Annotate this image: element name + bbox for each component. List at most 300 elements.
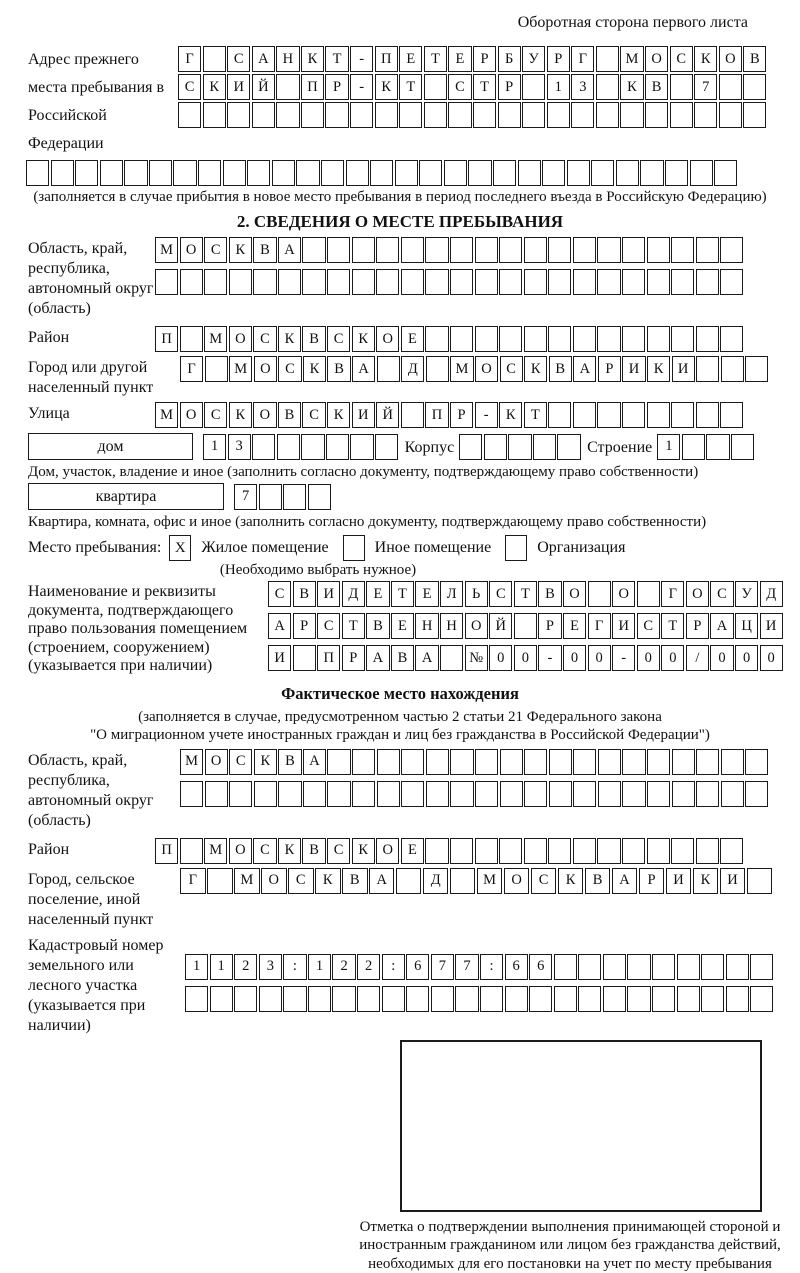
char-cell[interactable] bbox=[448, 102, 471, 128]
char-cell[interactable]: У bbox=[735, 581, 758, 607]
char-cell[interactable] bbox=[622, 749, 645, 775]
char-cell[interactable] bbox=[227, 102, 250, 128]
char-cell[interactable] bbox=[549, 749, 572, 775]
char-cell[interactable] bbox=[706, 434, 729, 460]
char-cell[interactable] bbox=[401, 269, 424, 295]
char-cell[interactable] bbox=[450, 781, 473, 807]
char-cell[interactable]: С bbox=[288, 868, 314, 894]
char-cell[interactable]: А bbox=[573, 356, 596, 382]
char-cell[interactable] bbox=[696, 237, 719, 263]
char-cell[interactable]: О bbox=[645, 46, 668, 72]
char-cell[interactable] bbox=[745, 749, 768, 775]
char-cell[interactable]: К bbox=[315, 868, 341, 894]
char-cell[interactable] bbox=[647, 749, 670, 775]
char-cell[interactable] bbox=[524, 781, 547, 807]
char-cell[interactable]: О bbox=[253, 402, 276, 428]
char-cell[interactable]: : bbox=[382, 954, 405, 980]
char-cell[interactable]: Р bbox=[538, 613, 561, 639]
char-cell[interactable] bbox=[573, 781, 596, 807]
char-cell[interactable]: А bbox=[278, 237, 301, 263]
char-cell[interactable]: С bbox=[178, 74, 201, 100]
char-cell[interactable] bbox=[548, 269, 571, 295]
char-cell[interactable] bbox=[180, 781, 203, 807]
char-cell[interactable] bbox=[672, 781, 695, 807]
char-cell[interactable]: А bbox=[710, 613, 733, 639]
char-cell[interactable]: К bbox=[229, 402, 252, 428]
char-cell[interactable] bbox=[696, 356, 719, 382]
char-cell[interactable]: К bbox=[278, 838, 301, 864]
char-cell[interactable]: С bbox=[327, 326, 350, 352]
char-cell[interactable] bbox=[185, 986, 208, 1012]
char-cell[interactable]: : bbox=[480, 954, 503, 980]
char-cell[interactable]: О bbox=[376, 838, 399, 864]
char-cell[interactable]: П bbox=[375, 46, 398, 72]
char-cell[interactable] bbox=[726, 954, 749, 980]
char-cell[interactable] bbox=[426, 356, 449, 382]
char-cell[interactable] bbox=[419, 160, 442, 186]
char-cell[interactable] bbox=[720, 402, 743, 428]
stay-type-checkbox-organization[interactable] bbox=[505, 535, 527, 561]
char-cell[interactable]: Р bbox=[325, 74, 348, 100]
char-cell[interactable] bbox=[377, 749, 400, 775]
char-cell[interactable] bbox=[499, 269, 522, 295]
char-cell[interactable]: К bbox=[327, 402, 350, 428]
char-cell[interactable] bbox=[401, 749, 424, 775]
char-cell[interactable] bbox=[252, 102, 275, 128]
char-cell[interactable]: К bbox=[254, 749, 277, 775]
char-cell[interactable] bbox=[672, 749, 695, 775]
char-cell[interactable] bbox=[178, 102, 201, 128]
char-cell[interactable]: - bbox=[350, 46, 373, 72]
char-cell[interactable] bbox=[327, 749, 350, 775]
char-cell[interactable] bbox=[720, 838, 743, 864]
char-cell[interactable]: 0 bbox=[735, 645, 758, 671]
char-cell[interactable] bbox=[548, 237, 571, 263]
char-cell[interactable]: Р bbox=[639, 868, 665, 894]
char-cell[interactable] bbox=[743, 102, 766, 128]
char-cell[interactable] bbox=[640, 160, 663, 186]
char-cell[interactable] bbox=[475, 269, 498, 295]
char-cell[interactable] bbox=[308, 986, 331, 1012]
char-cell[interactable] bbox=[276, 102, 299, 128]
char-cell[interactable]: Е bbox=[563, 613, 586, 639]
char-cell[interactable] bbox=[721, 356, 744, 382]
char-cell[interactable]: : bbox=[283, 954, 306, 980]
char-cell[interactable] bbox=[719, 102, 742, 128]
char-cell[interactable]: - bbox=[538, 645, 561, 671]
char-cell[interactable] bbox=[149, 160, 172, 186]
char-cell[interactable]: М bbox=[477, 868, 503, 894]
char-cell[interactable] bbox=[377, 356, 400, 382]
char-cell[interactable] bbox=[396, 868, 422, 894]
char-cell[interactable]: Г bbox=[571, 46, 594, 72]
char-cell[interactable] bbox=[223, 160, 246, 186]
char-cell[interactable] bbox=[278, 269, 301, 295]
char-cell[interactable]: 7 bbox=[431, 954, 454, 980]
char-cell[interactable] bbox=[652, 986, 675, 1012]
char-cell[interactable]: Т bbox=[424, 46, 447, 72]
char-cell[interactable] bbox=[480, 986, 503, 1012]
char-cell[interactable]: О bbox=[465, 613, 488, 639]
char-cell[interactable] bbox=[671, 402, 694, 428]
char-cell[interactable] bbox=[252, 434, 275, 460]
char-cell[interactable] bbox=[350, 102, 373, 128]
char-cell[interactable]: 6 bbox=[529, 954, 552, 980]
char-cell[interactable]: С bbox=[204, 402, 227, 428]
stay-type-checkbox-other[interactable] bbox=[343, 535, 365, 561]
char-cell[interactable] bbox=[426, 781, 449, 807]
char-cell[interactable] bbox=[450, 749, 473, 775]
char-cell[interactable]: А bbox=[369, 868, 395, 894]
char-cell[interactable]: 0 bbox=[637, 645, 660, 671]
char-cell[interactable]: С bbox=[229, 749, 252, 775]
char-cell[interactable]: В bbox=[327, 356, 350, 382]
char-cell[interactable] bbox=[745, 781, 768, 807]
char-cell[interactable]: А bbox=[268, 613, 291, 639]
char-cell[interactable]: С bbox=[204, 237, 227, 263]
char-cell[interactable]: О bbox=[229, 326, 252, 352]
char-cell[interactable] bbox=[645, 102, 668, 128]
char-cell[interactable]: В bbox=[293, 581, 316, 607]
char-cell[interactable] bbox=[377, 781, 400, 807]
char-cell[interactable] bbox=[670, 102, 693, 128]
char-cell[interactable] bbox=[278, 781, 301, 807]
char-cell[interactable] bbox=[627, 986, 650, 1012]
char-cell[interactable]: К bbox=[352, 326, 375, 352]
char-cell[interactable] bbox=[357, 986, 380, 1012]
char-cell[interactable]: М bbox=[204, 838, 227, 864]
char-cell[interactable] bbox=[203, 46, 226, 72]
char-cell[interactable] bbox=[346, 160, 369, 186]
char-cell[interactable]: 7 bbox=[455, 954, 478, 980]
char-cell[interactable]: С bbox=[227, 46, 250, 72]
char-cell[interactable]: Е bbox=[401, 326, 424, 352]
char-cell[interactable]: 1 bbox=[210, 954, 233, 980]
char-cell[interactable]: В bbox=[538, 581, 561, 607]
char-cell[interactable] bbox=[332, 986, 355, 1012]
char-cell[interactable] bbox=[647, 402, 670, 428]
char-cell[interactable] bbox=[721, 781, 744, 807]
char-cell[interactable] bbox=[450, 269, 473, 295]
char-cell[interactable]: 6 bbox=[505, 954, 528, 980]
char-cell[interactable] bbox=[696, 781, 719, 807]
char-cell[interactable]: 0 bbox=[514, 645, 537, 671]
char-cell[interactable] bbox=[720, 237, 743, 263]
char-cell[interactable] bbox=[671, 838, 694, 864]
char-cell[interactable] bbox=[426, 749, 449, 775]
char-cell[interactable] bbox=[596, 74, 619, 100]
char-cell[interactable] bbox=[622, 326, 645, 352]
char-cell[interactable]: К bbox=[352, 838, 375, 864]
char-cell[interactable]: Ц bbox=[735, 613, 758, 639]
char-cell[interactable] bbox=[696, 749, 719, 775]
char-cell[interactable] bbox=[459, 434, 482, 460]
char-cell[interactable]: В bbox=[391, 645, 414, 671]
char-cell[interactable]: О bbox=[563, 581, 586, 607]
char-cell[interactable] bbox=[455, 986, 478, 1012]
char-cell[interactable]: 0 bbox=[710, 645, 733, 671]
char-cell[interactable] bbox=[573, 326, 596, 352]
char-cell[interactable]: 7 bbox=[694, 74, 717, 100]
char-cell[interactable] bbox=[395, 160, 418, 186]
char-cell[interactable]: Г bbox=[661, 581, 684, 607]
char-cell[interactable]: - bbox=[475, 402, 498, 428]
char-cell[interactable] bbox=[352, 749, 375, 775]
char-cell[interactable] bbox=[573, 838, 596, 864]
char-cell[interactable]: О bbox=[719, 46, 742, 72]
char-cell[interactable] bbox=[301, 434, 324, 460]
char-cell[interactable] bbox=[308, 484, 331, 510]
char-cell[interactable]: В bbox=[743, 46, 766, 72]
char-cell[interactable]: Е bbox=[448, 46, 471, 72]
char-cell[interactable] bbox=[597, 402, 620, 428]
char-cell[interactable] bbox=[597, 838, 620, 864]
char-cell[interactable]: С bbox=[268, 581, 291, 607]
char-cell[interactable] bbox=[475, 237, 498, 263]
char-cell[interactable] bbox=[677, 954, 700, 980]
char-cell[interactable] bbox=[375, 102, 398, 128]
char-cell[interactable] bbox=[548, 402, 571, 428]
char-cell[interactable] bbox=[598, 781, 621, 807]
char-cell[interactable] bbox=[254, 781, 277, 807]
char-cell[interactable] bbox=[425, 237, 448, 263]
char-cell[interactable] bbox=[647, 326, 670, 352]
char-cell[interactable]: О bbox=[475, 356, 498, 382]
char-cell[interactable] bbox=[424, 102, 447, 128]
char-cell[interactable]: 3 bbox=[571, 74, 594, 100]
char-cell[interactable]: Т bbox=[325, 46, 348, 72]
char-cell[interactable] bbox=[204, 269, 227, 295]
char-cell[interactable] bbox=[548, 838, 571, 864]
char-cell[interactable] bbox=[352, 237, 375, 263]
char-cell[interactable]: И bbox=[622, 356, 645, 382]
char-cell[interactable] bbox=[670, 74, 693, 100]
char-cell[interactable] bbox=[665, 160, 688, 186]
char-cell[interactable] bbox=[596, 102, 619, 128]
char-cell[interactable]: М bbox=[229, 356, 252, 382]
char-cell[interactable] bbox=[296, 160, 319, 186]
char-cell[interactable] bbox=[293, 645, 316, 671]
char-cell[interactable] bbox=[549, 781, 572, 807]
char-cell[interactable] bbox=[406, 986, 429, 1012]
char-cell[interactable]: В bbox=[302, 838, 325, 864]
char-cell[interactable]: О bbox=[376, 326, 399, 352]
char-cell[interactable]: В bbox=[253, 237, 276, 263]
char-cell[interactable]: О bbox=[180, 402, 203, 428]
char-cell[interactable]: Е bbox=[391, 613, 414, 639]
char-cell[interactable]: - bbox=[350, 74, 373, 100]
char-cell[interactable] bbox=[500, 781, 523, 807]
char-cell[interactable]: К bbox=[229, 237, 252, 263]
char-cell[interactable]: - bbox=[612, 645, 635, 671]
char-cell[interactable]: В bbox=[366, 613, 389, 639]
char-cell[interactable]: Ь bbox=[465, 581, 488, 607]
char-cell[interactable] bbox=[375, 434, 398, 460]
char-cell[interactable] bbox=[554, 954, 577, 980]
char-cell[interactable] bbox=[597, 237, 620, 263]
char-cell[interactable]: Р bbox=[293, 613, 316, 639]
char-cell[interactable] bbox=[637, 581, 660, 607]
char-cell[interactable] bbox=[326, 434, 349, 460]
char-cell[interactable]: А bbox=[415, 645, 438, 671]
char-cell[interactable] bbox=[376, 269, 399, 295]
char-cell[interactable] bbox=[259, 484, 282, 510]
char-cell[interactable]: А bbox=[303, 749, 326, 775]
char-cell[interactable] bbox=[475, 838, 498, 864]
char-cell[interactable] bbox=[573, 402, 596, 428]
char-cell[interactable] bbox=[475, 749, 498, 775]
char-cell[interactable] bbox=[207, 868, 233, 894]
char-cell[interactable]: И bbox=[352, 402, 375, 428]
char-cell[interactable] bbox=[529, 986, 552, 1012]
char-cell[interactable] bbox=[721, 749, 744, 775]
stay-type-checkbox-residential[interactable] bbox=[169, 535, 191, 561]
char-cell[interactable] bbox=[450, 237, 473, 263]
char-cell[interactable] bbox=[701, 954, 724, 980]
char-cell[interactable] bbox=[180, 838, 203, 864]
char-cell[interactable]: П bbox=[301, 74, 324, 100]
char-cell[interactable]: Р bbox=[473, 46, 496, 72]
char-cell[interactable]: О bbox=[229, 838, 252, 864]
char-cell[interactable] bbox=[498, 102, 521, 128]
char-cell[interactable]: П bbox=[425, 402, 448, 428]
char-cell[interactable]: В bbox=[585, 868, 611, 894]
char-cell[interactable]: С bbox=[448, 74, 471, 100]
char-cell[interactable] bbox=[714, 160, 737, 186]
char-cell[interactable] bbox=[750, 954, 773, 980]
char-cell[interactable]: К bbox=[694, 46, 717, 72]
char-cell[interactable] bbox=[603, 986, 626, 1012]
char-cell[interactable]: Т bbox=[514, 581, 537, 607]
char-cell[interactable] bbox=[720, 269, 743, 295]
char-cell[interactable] bbox=[747, 868, 773, 894]
char-cell[interactable]: М bbox=[234, 868, 260, 894]
char-cell[interactable]: Т bbox=[399, 74, 422, 100]
char-cell[interactable] bbox=[499, 326, 522, 352]
char-cell[interactable]: В bbox=[278, 402, 301, 428]
char-cell[interactable]: Д bbox=[423, 868, 449, 894]
char-cell[interactable] bbox=[597, 269, 620, 295]
char-cell[interactable] bbox=[205, 356, 228, 382]
char-cell[interactable]: Н bbox=[276, 46, 299, 72]
char-cell[interactable] bbox=[468, 160, 491, 186]
char-cell[interactable] bbox=[444, 160, 467, 186]
char-cell[interactable]: А bbox=[366, 645, 389, 671]
char-cell[interactable] bbox=[596, 46, 619, 72]
char-cell[interactable] bbox=[578, 986, 601, 1012]
char-cell[interactable] bbox=[591, 160, 614, 186]
char-cell[interactable]: Г bbox=[180, 868, 206, 894]
char-cell[interactable] bbox=[259, 986, 282, 1012]
char-cell[interactable] bbox=[277, 434, 300, 460]
char-cell[interactable]: О bbox=[612, 581, 635, 607]
char-cell[interactable] bbox=[514, 613, 537, 639]
char-cell[interactable]: 6 bbox=[406, 954, 429, 980]
char-cell[interactable]: С bbox=[317, 613, 340, 639]
char-cell[interactable] bbox=[425, 838, 448, 864]
char-cell[interactable] bbox=[701, 986, 724, 1012]
char-cell[interactable]: / bbox=[686, 645, 709, 671]
char-cell[interactable] bbox=[622, 781, 645, 807]
char-cell[interactable]: 1 bbox=[547, 74, 570, 100]
char-cell[interactable] bbox=[696, 838, 719, 864]
char-cell[interactable] bbox=[283, 986, 306, 1012]
char-cell[interactable] bbox=[522, 102, 545, 128]
char-cell[interactable]: Е bbox=[399, 46, 422, 72]
char-cell[interactable]: Р bbox=[686, 613, 709, 639]
char-cell[interactable]: Г bbox=[180, 356, 203, 382]
char-cell[interactable]: Р bbox=[498, 74, 521, 100]
char-cell[interactable]: С bbox=[253, 326, 276, 352]
char-cell[interactable] bbox=[573, 237, 596, 263]
char-cell[interactable] bbox=[548, 326, 571, 352]
char-cell[interactable]: М bbox=[180, 749, 203, 775]
char-cell[interactable] bbox=[440, 645, 463, 671]
char-cell[interactable] bbox=[276, 74, 299, 100]
char-cell[interactable]: К bbox=[499, 402, 522, 428]
char-cell[interactable] bbox=[473, 102, 496, 128]
char-cell[interactable] bbox=[671, 269, 694, 295]
char-cell[interactable] bbox=[350, 434, 373, 460]
char-cell[interactable]: А bbox=[352, 356, 375, 382]
char-cell[interactable] bbox=[424, 74, 447, 100]
char-cell[interactable] bbox=[484, 434, 507, 460]
char-cell[interactable] bbox=[518, 160, 541, 186]
char-cell[interactable]: М bbox=[450, 356, 473, 382]
char-cell[interactable] bbox=[524, 326, 547, 352]
char-cell[interactable] bbox=[627, 954, 650, 980]
char-cell[interactable] bbox=[499, 838, 522, 864]
char-cell[interactable] bbox=[573, 269, 596, 295]
char-cell[interactable]: О bbox=[205, 749, 228, 775]
char-cell[interactable] bbox=[622, 237, 645, 263]
char-cell[interactable]: Д bbox=[342, 581, 365, 607]
char-cell[interactable] bbox=[720, 326, 743, 352]
char-cell[interactable]: М bbox=[620, 46, 643, 72]
char-cell[interactable] bbox=[573, 749, 596, 775]
char-cell[interactable] bbox=[327, 781, 350, 807]
char-cell[interactable] bbox=[475, 326, 498, 352]
char-cell[interactable] bbox=[203, 102, 226, 128]
char-cell[interactable]: Б bbox=[498, 46, 521, 72]
char-cell[interactable] bbox=[450, 868, 476, 894]
char-cell[interactable] bbox=[26, 160, 49, 186]
char-cell[interactable]: С bbox=[302, 402, 325, 428]
char-cell[interactable]: О bbox=[261, 868, 287, 894]
char-cell[interactable]: 0 bbox=[588, 645, 611, 671]
char-cell[interactable] bbox=[524, 838, 547, 864]
char-cell[interactable]: 2 bbox=[332, 954, 355, 980]
char-cell[interactable] bbox=[571, 102, 594, 128]
char-cell[interactable] bbox=[401, 402, 424, 428]
char-cell[interactable] bbox=[425, 326, 448, 352]
char-cell[interactable] bbox=[743, 74, 766, 100]
char-cell[interactable]: Д bbox=[401, 356, 424, 382]
char-cell[interactable] bbox=[382, 986, 405, 1012]
char-cell[interactable]: Т bbox=[524, 402, 547, 428]
char-cell[interactable] bbox=[647, 237, 670, 263]
char-cell[interactable]: К bbox=[558, 868, 584, 894]
char-cell[interactable] bbox=[694, 102, 717, 128]
char-cell[interactable] bbox=[731, 434, 754, 460]
char-cell[interactable]: С bbox=[327, 838, 350, 864]
char-cell[interactable]: С bbox=[489, 581, 512, 607]
char-cell[interactable]: 0 bbox=[661, 645, 684, 671]
char-cell[interactable] bbox=[620, 102, 643, 128]
char-cell[interactable]: А bbox=[612, 868, 638, 894]
char-cell[interactable] bbox=[173, 160, 196, 186]
char-cell[interactable] bbox=[302, 269, 325, 295]
